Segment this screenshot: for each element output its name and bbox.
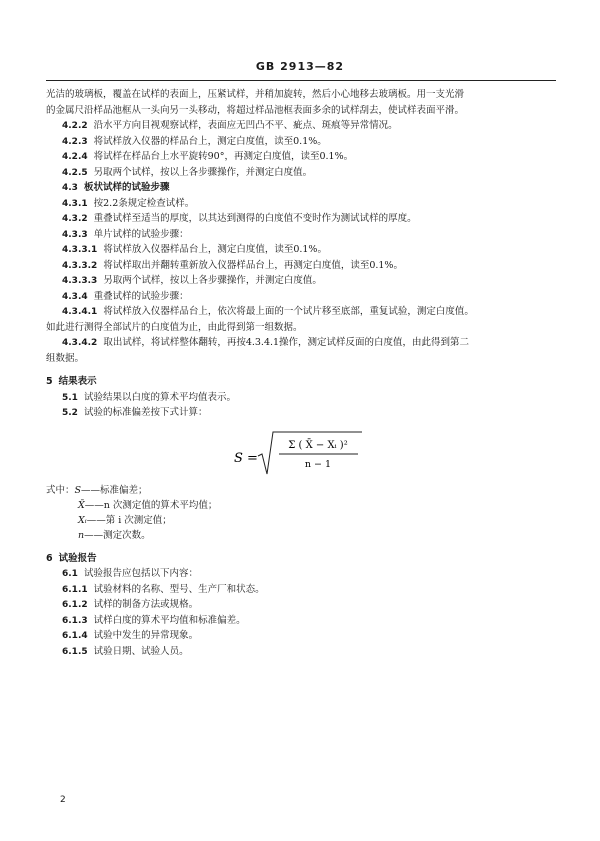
clause-number: 4.3	[62, 183, 78, 193]
section-6-heading	[46, 552, 556, 568]
clause-text: 试验的标准偏差按下式计算：	[83, 407, 208, 418]
legend-symbol: X̄	[78, 499, 85, 511]
page-header: GB 2913—82	[255, 60, 345, 73]
clause-number: 6.1.4	[62, 631, 88, 641]
section-title: 结果表示	[58, 376, 97, 387]
clause-4-2-5	[46, 166, 556, 182]
clause-4-3-2	[46, 212, 556, 228]
clause-text: 沿水平方向目视观察试样，表面应无凹凸不平、疵点、斑痕等异常情况。	[93, 120, 398, 131]
clause-text: 试验结果以白度的算术平均值表示。	[83, 391, 236, 403]
clause-continuation: 如此进行测得全部试片的白度值为止，由此得到第一组数据。	[46, 321, 303, 333]
clause-text: 另取两个试样，按以上各步骤操作，并测定白度值。	[93, 166, 313, 178]
legend-prefix: 式中：	[46, 484, 75, 496]
clause-4-3-1	[46, 197, 556, 213]
formula-graphic	[46, 422, 556, 484]
clause-number: 4.2.2	[62, 121, 88, 131]
formula-legend	[46, 484, 556, 544]
clause-text: 单片试样的试验步骤：	[93, 228, 189, 240]
clause-4-3-4-1	[46, 305, 556, 321]
clause-text: 将试样放入仪器样品台上，测定白度值，读至0.1%。	[103, 244, 327, 255]
clause-4-3	[46, 181, 556, 197]
clause-number: 4.3.3.3	[62, 276, 98, 286]
section-number: 5	[46, 376, 53, 387]
legend-row	[46, 529, 556, 544]
clause-6-1-4	[46, 629, 556, 645]
section-number: 6	[46, 552, 53, 564]
clause-text: 试样的制备方法或规格。	[93, 599, 199, 610]
clause-text: 将试样在样品台上水平旋转90°，再测定白度值，读至0.1%。	[93, 151, 354, 162]
clause-text: 试验报告应包括以下内容：	[83, 568, 198, 579]
document-body	[46, 88, 556, 660]
legend-symbol: S	[74, 484, 82, 496]
clause-5-2	[46, 406, 556, 422]
clause-text: 另取两个试样，按以上各步骤操作，并测定白度值。	[103, 275, 322, 286]
paragraph-line: 的金属尺沿样品池框从一头向另一头移动，将超过样品池框表面多余的试样刮去，使试样表面平滑。	[46, 104, 465, 116]
clause-number: 4.3.2	[62, 214, 88, 224]
clause-number: 6.1.3	[62, 615, 88, 626]
clause-4-2-4	[46, 150, 556, 166]
clause-4-3-3	[46, 228, 556, 244]
legend-row	[46, 484, 556, 499]
clause-number: 6.1.2	[62, 600, 88, 610]
clause-number: 5.1	[62, 392, 78, 403]
clause-text: 将试样放入仪器的样品台上，测定白度值，读至0.1%。	[93, 135, 327, 147]
legend-row	[46, 499, 556, 514]
formula-numerator: Σ ( X̄ − Xᵢ )²	[288, 439, 348, 451]
paragraph-line: 光洁的玻璃板，覆盖在试样的表面上，压紧试样，并稍加旋转，然后小心地移去玻璃板。用一支光滑	[46, 89, 465, 100]
clause-6-1-1	[46, 583, 556, 599]
clause-4-2-2	[46, 119, 556, 135]
legend-symbol: n	[78, 529, 85, 541]
clause-number: 4.3.3	[62, 229, 88, 240]
formula-denominator: n − 1	[304, 458, 332, 470]
clause-number: 4.3.4	[62, 291, 88, 302]
clause-5-1	[46, 391, 556, 407]
clause-continuation: 组数据。	[46, 352, 85, 364]
clause-number: 6.1.1	[62, 584, 88, 595]
clause-6-1	[46, 567, 556, 583]
clause-text: 试验中发生的异常现象。	[93, 630, 199, 641]
clause-number: 4.3.3.2	[62, 260, 98, 271]
formula-lhs: S =	[234, 450, 258, 466]
legend-desc: ——n 次测定值的算术平均值；	[84, 499, 218, 511]
clause-number: 4.2.4	[62, 152, 88, 162]
clause-text: 试样白度的算术平均值和标准偏差。	[93, 614, 246, 626]
legend-desc: ——第 i 次测定值；	[86, 514, 172, 526]
legend-desc: ——测定次数。	[84, 529, 151, 541]
legend-desc: ——标准偏差；	[81, 484, 148, 496]
clause-6-1-2	[46, 598, 556, 614]
clause-4-3-3-1	[46, 243, 556, 259]
clause-number: 4.3.4.2	[62, 338, 98, 348]
section-title: 试验报告	[58, 552, 97, 564]
page-number: 2	[60, 795, 66, 805]
header-rule	[46, 80, 556, 81]
clause-number: 6.1.5	[62, 646, 88, 657]
clause-number: 4.2.3	[62, 136, 88, 147]
clause-text: 取出试样，将试样整体翻转，再按4.3.4.1操作，测定试样反面的白度值，由此得到第二	[103, 337, 470, 348]
clause-text: 将试样放入仪器样品台上，依次将最上面的一个试片移至底部，重复试验，测定白度值。	[103, 306, 474, 317]
clause-6-1-5	[46, 645, 556, 661]
clause-text: 试验材料的名称、型号、生产厂和状态。	[93, 583, 265, 595]
clause-4-3-3-2	[46, 259, 556, 275]
legend-row	[46, 514, 556, 529]
clause-4-2-3	[46, 135, 556, 151]
legend-symbol: Xᵢ	[78, 514, 87, 526]
clause-number: 4.3.1	[62, 198, 88, 209]
clause-4-3-4-2	[46, 336, 556, 352]
clause-heading: 板状试样的试验步骤	[83, 182, 170, 193]
clause-number: 6.1	[62, 569, 78, 579]
clause-4-3-3-3	[46, 274, 556, 290]
clause-text: 将试样取出并翻转重新放入仪器样品台上，再测定白度值，读至0.1%。	[103, 259, 403, 271]
std-dev-formula	[46, 422, 556, 484]
clause-number: 5.2	[62, 408, 78, 418]
clause-number: 4.3.4.1	[62, 307, 98, 317]
clause-number: 4.2.5	[62, 167, 88, 178]
clause-6-1-3	[46, 614, 556, 630]
clause-4-3-4	[46, 290, 556, 306]
clause-text: 重叠试样的试验步骤：	[93, 290, 189, 302]
section-5-heading	[46, 375, 556, 391]
clause-number: 4.3.3.1	[62, 245, 98, 255]
clause-text: 重叠试样至适当的厚度，以其达到测得的白度值不变时作为测试试样的厚度。	[93, 213, 417, 224]
clause-text: 按2.2条规定检查试样。	[93, 197, 195, 209]
clause-text: 试验日期、试验人员。	[93, 645, 189, 657]
